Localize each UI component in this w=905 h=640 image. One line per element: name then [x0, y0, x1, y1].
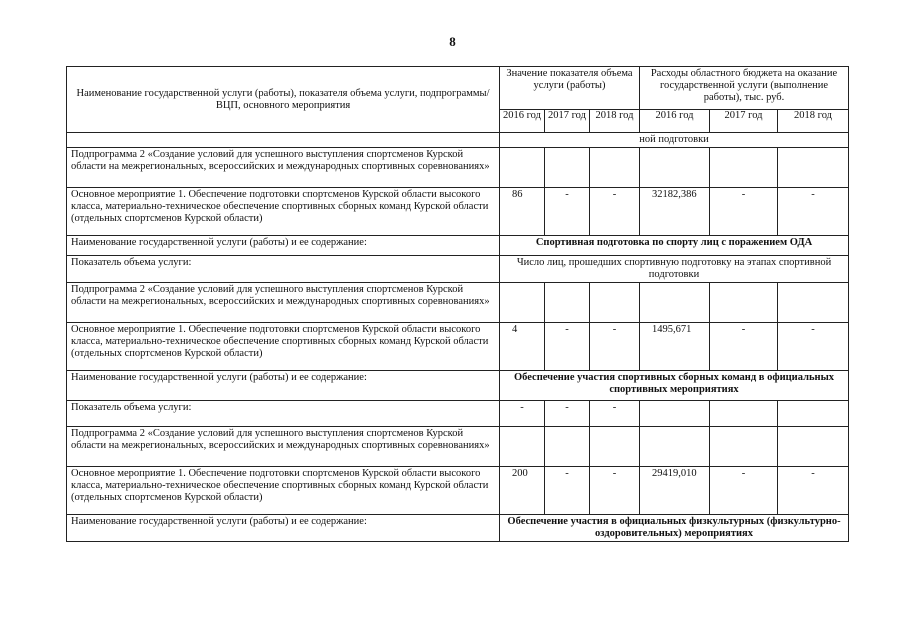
table-row: [67, 236, 849, 256]
row-value-cell: -: [778, 188, 849, 236]
row-value-cell: [640, 401, 710, 427]
row-name-cell: Подпрограмма 2 «Создание условий для успешного выступления спортсменов Курской области на межрегиональных, всероссийских и международных спортивных соревнованиях»: [67, 148, 500, 188]
row-span-value: Обеспечение участия в официальных физкультурных (физкультурно-оздоровительных) мероприятиях: [500, 515, 849, 542]
row-name-cell: Основное мероприятие 1. Обеспечение подготовки спортсменов Курской области высокого класса, материально-техническое обеспечение спортивных сборных команд Курской области (отдельных спортсменов Курской области): [67, 188, 500, 236]
row-value-cell: -: [710, 188, 778, 236]
table-row: [67, 133, 849, 148]
row-value-cell: [710, 283, 778, 323]
row-name-cell: Наименование государственной услуги (работы) и ее содержание:: [67, 236, 500, 256]
header-year: 2018 год: [590, 110, 640, 133]
row-span-value: Обеспечение участия спортивных сборных команд в официальных спортивных мероприятиях: [500, 371, 849, 401]
row-value-cell: [545, 148, 590, 188]
row-value-cell: [778, 283, 849, 323]
header-indicator-group: Значение показателя объема услуги (работы): [500, 67, 640, 110]
header-year: 2018 год: [778, 110, 849, 133]
header-year: 2017 год: [545, 110, 590, 133]
table-row: [67, 515, 849, 542]
table-row: [67, 148, 849, 188]
row-value-cell: [500, 427, 545, 467]
row-value-cell: [710, 401, 778, 427]
table-row: [67, 188, 849, 236]
row-value-cell: [590, 427, 640, 467]
row-span-value: Число лиц, прошедших спортивную подготовку на этапах спортивной подготовки: [500, 256, 849, 283]
row-value-cell: -: [778, 323, 849, 371]
row-value-cell: -: [545, 401, 590, 427]
table-body: [67, 133, 849, 542]
row-name-cell: Показатель объема услуги:: [67, 256, 500, 283]
row-value-cell: -: [710, 323, 778, 371]
row-value-cell: -: [590, 323, 640, 371]
header-expense-group: Расходы областного бюджета на оказание государственной услуги (выполнение работы), тыс. руб.: [640, 67, 849, 110]
row-span-value: ной подготовки: [500, 133, 849, 148]
row-value-cell: 29419,010: [640, 467, 710, 515]
row-name-cell: Наименование государственной услуги (работы) и ее содержание:: [67, 515, 500, 542]
row-value-cell: -: [590, 467, 640, 515]
row-value-cell: [545, 283, 590, 323]
header-name-cell: Наименование государственной услуги (работы), показателя объема услуги, подпрограммы/ВЦП, основного мероприятия: [67, 67, 500, 133]
row-value-cell: 32182,386: [640, 188, 710, 236]
row-value-cell: 1495,671: [640, 323, 710, 371]
table-row: [67, 427, 849, 467]
table-row: [67, 467, 849, 515]
row-value-cell: [590, 283, 640, 323]
table-row: [67, 323, 849, 371]
row-value-cell: -: [545, 323, 590, 371]
row-name-cell: Основное мероприятие 1. Обеспечение подготовки спортсменов Курской области высокого класса, материально-техническое обеспечение спортивных сборных команд Курской области (отдельных спортсменов Курской области): [67, 323, 500, 371]
row-value-cell: [640, 283, 710, 323]
row-name-cell: Основное мероприятие 1. Обеспечение подготовки спортсменов Курской области высокого класса, материально-техническое обеспечение спортивных сборных команд Курской области (отдельных спортсменов Курской области): [67, 467, 500, 515]
row-value-cell: [640, 148, 710, 188]
page-number: 8: [449, 34, 456, 49]
row-value-cell: 86: [500, 188, 545, 236]
table-row: [67, 371, 849, 401]
row-name-cell: [67, 133, 500, 148]
table-row: [67, 256, 849, 283]
header-year: 2017 год: [710, 110, 778, 133]
row-value-cell: -: [710, 467, 778, 515]
row-name-cell: Подпрограмма 2 «Создание условий для успешного выступления спортсменов Курской области на межрегиональных, всероссийских и международных спортивных соревнованиях»: [67, 427, 500, 467]
table-row: [67, 401, 849, 427]
row-value-cell: 200: [500, 467, 545, 515]
budget-table: [66, 66, 849, 542]
row-name-cell: Наименование государственной услуги (работы) и ее содержание:: [67, 371, 500, 401]
row-span-value: Спортивная подготовка по спорту лиц с поражением ОДА: [500, 236, 849, 256]
header-year: 2016 год: [500, 110, 545, 133]
row-value-cell: -: [545, 188, 590, 236]
row-value-cell: [640, 427, 710, 467]
header-row-groups: [67, 67, 849, 110]
row-value-cell: -: [545, 467, 590, 515]
row-value-cell: [590, 148, 640, 188]
row-value-cell: [710, 427, 778, 467]
row-value-cell: [778, 148, 849, 188]
row-value-cell: -: [778, 467, 849, 515]
row-value-cell: -: [590, 401, 640, 427]
row-name-cell: Показатель объема услуги:: [67, 401, 500, 427]
row-value-cell: [500, 148, 545, 188]
row-value-cell: [710, 148, 778, 188]
row-value-cell: [545, 427, 590, 467]
header-year: 2016 год: [640, 110, 710, 133]
row-value-cell: -: [590, 188, 640, 236]
row-value-cell: [778, 401, 849, 427]
row-value-cell: -: [500, 401, 545, 427]
row-value-cell: [500, 283, 545, 323]
row-value-cell: [778, 427, 849, 467]
table-row: [67, 283, 849, 323]
row-value-cell: 4: [500, 323, 545, 371]
row-name-cell: Подпрограмма 2 «Создание условий для успешного выступления спортсменов Курской области на межрегиональных, всероссийских и международных спортивных соревнованиях»: [67, 283, 500, 323]
